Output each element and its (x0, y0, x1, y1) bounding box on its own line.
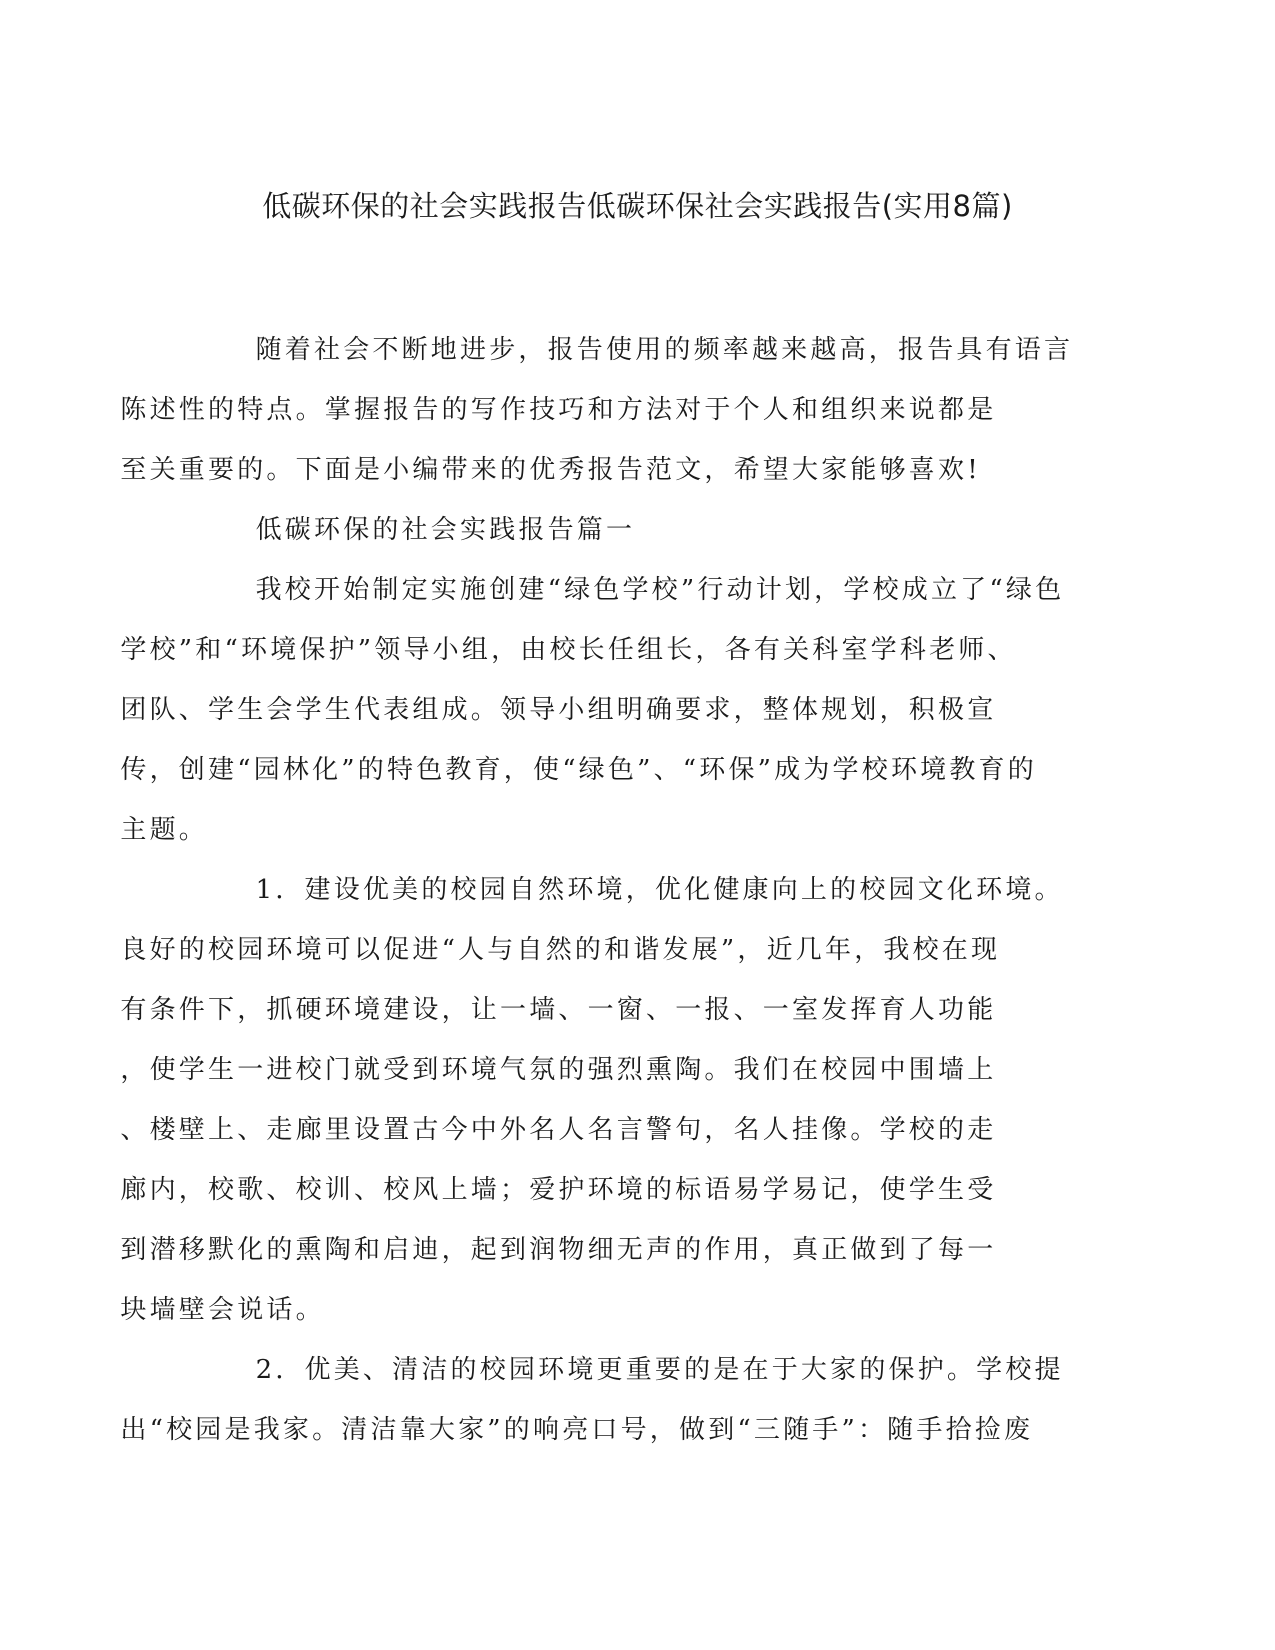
paragraph-line: 2．优美、清洁的校园环境更重要的是在于大家的保护。学校提 (255, 1355, 1064, 1385)
paragraph-line: 块墙壁会说话。 (120, 1295, 325, 1325)
paragraph-line: 学校”和“环境保护”领导小组，由校长任组长，各有关科室学科老师、 (120, 635, 1017, 665)
paragraph-line: 团队、学生会学生代表组成。领导小组明确要求，整体规划，积极宣 (120, 695, 997, 725)
document-body (120, 320, 1088, 1460)
intro-line: 至关重要的。下面是小编带来的优秀报告范文，希望大家能够喜欢! (120, 455, 981, 485)
paragraph-line: 主题。 (120, 815, 209, 845)
paragraph-line: 廊内，校歌、校训、校风上墙；爱护环境的标语易学易记，使学生受 (120, 1175, 997, 1205)
body-paragraph-2 (120, 860, 1088, 1340)
paragraph-line: 到潜移默化的熏陶和启迪，起到润物细无声的作用，真正做到了每一 (120, 1235, 997, 1265)
intro-paragraph (120, 320, 1088, 500)
paragraph-line: ，使学生一进校门就受到环境气氛的强烈熏陶。我们在校园中围墙上 (120, 1055, 997, 1085)
body-paragraph-1 (120, 560, 1088, 860)
paragraph-line: 有条件下，抓硬环境建设，让一墙、一窗、一报、一室发挥育人功能 (120, 995, 997, 1025)
intro-line: 随着社会不断地进步，报告使用的频率越来越高，报告具有语言 (255, 335, 1074, 365)
document-title: 低碳环保的社会实践报告低碳环保社会实践报告(实用8篇) (262, 189, 1013, 223)
paragraph-line: 、楼壁上、走廊里设置古今中外名人名言警句，名人挂像。学校的走 (120, 1115, 997, 1145)
body-paragraph-3 (120, 1340, 1088, 1460)
section-heading: 低碳环保的社会实践报告篇一 (255, 515, 636, 545)
paragraph-line: 出“校园是我家。清洁靠大家”的响亮口号，做到“三随手”：随手拾捡废 (120, 1415, 1034, 1445)
paragraph-line: 我校开始制定实施创建“绿色学校”行动计划，学校成立了“绿色 (255, 575, 1065, 605)
paragraph-line: 1．建设优美的校园自然环境，优化健康向上的校园文化环境。 (255, 875, 1064, 905)
intro-line: 陈述性的特点。掌握报告的写作技巧和方法对于个人和组织来说都是 (120, 395, 997, 425)
paragraph-line: 良好的校园环境可以促进“人与自然的和谐发展”，近几年，我校在现 (120, 935, 1001, 965)
paragraph-line: 传，创建“园林化”的特色教育，使“绿色”、“环保”成为学校环境教育的 (120, 755, 1037, 785)
